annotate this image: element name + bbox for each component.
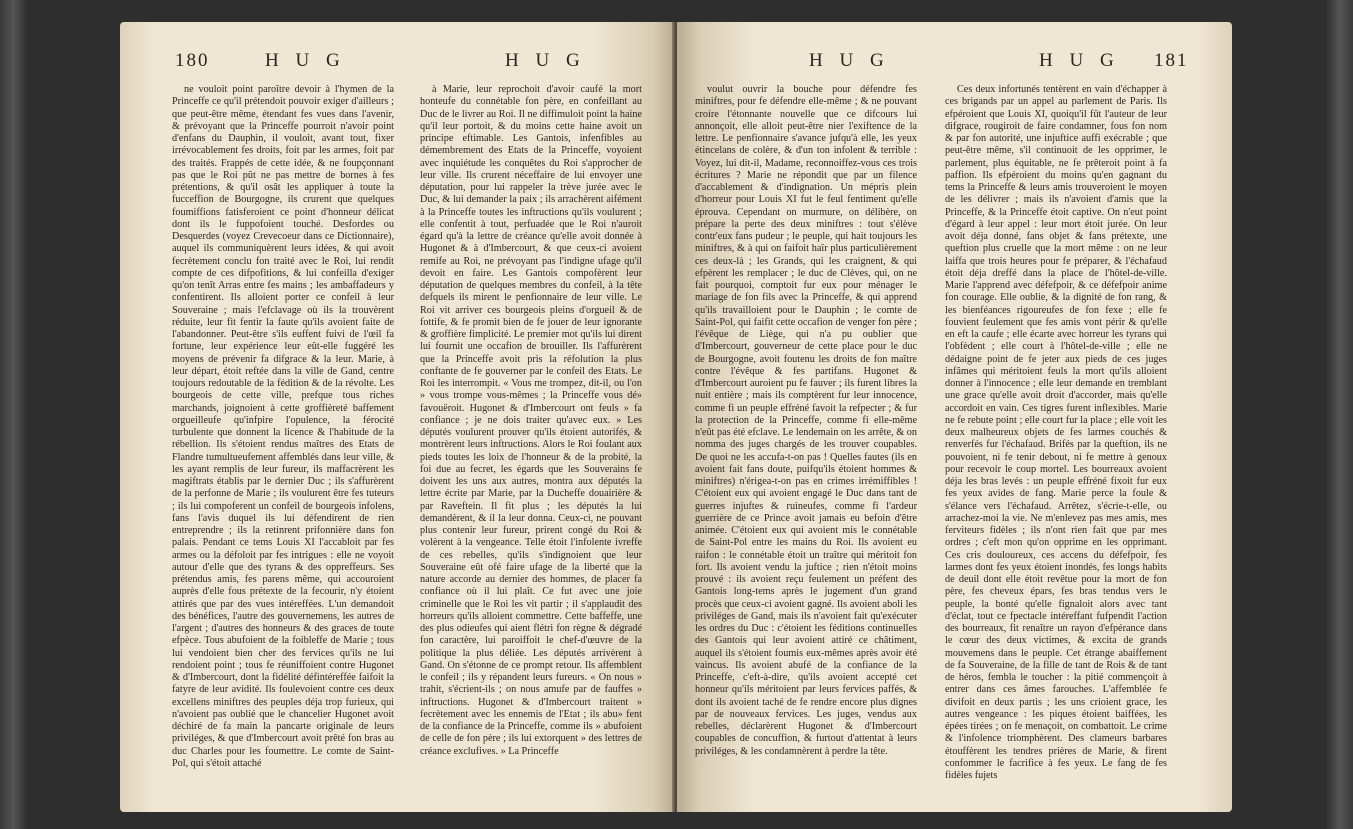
left-head-title-1: H U G xyxy=(265,50,346,71)
right-column-2-text: Ces deux infortunés tentèrent en vain d'échapper à ces brigands par un appel au parlement de Paris. Ils efpéroient que Louis XI, quoiqu'il fût l'auteur de leur difgrace, rougiroit de faire condamner, fous fon nom & par fon autorité, une injuftice auffi exécrable ; que peut-être même, s'il continuoit de les opprimer, le parlement, plus équitable, ne fe prêteroit point à fa paffion. Ils efpéroient du moins qu'en gagnant du tems la Princeffe & leurs amis trouveroient le moyen de les délivrer ; mais ils n'avoient d'amis que la Princeffe, & la Princeffe étoit captive. On n'eut point d'égard à leur appel : leur mort étoit jurée. On leur avoit déja donné, fans objet & fans prétexte, une queftion plus cruelle que la mort même : on ne leur laiffa que trois heures pour fe préparer, & l'échafaud étoit déja dreffé dans la place de l'hôtel-de-ville. Marie l'apprend avec défefpoir, & ce défefpoir anime fon courage. Elle oublie, & la dignité de fon rang, & les bienféances rigoureufes de fon fexe ; elle fe fouvient feulement que fes amis vont périr & qu'elle en eft la caufe ; elle écarte avec horreur les tyrans qui l'obfèdent ; elle court à l'hôtel-de-ville ; elle ne dédaigne point de fe jeter aux pieds de ces juges infâmes qui méritoient feuls la mort qu'ils alloient donner à l'innocence ; elle leur demande en tremblant une grace qu'elle avoit droit d'accorder, mais qu'elle accordoit en vain. Ces tigres furent inflexibles. Marie ne fe rebute point ; elle court fur la place ; elle voit les deux malheureux objets de fes larmes couchés & renverfés fur l'échafaud. Brifés par la queftion, ils ne pouvoient, ni fe tenir debout, ni fe mettre à genoux pour recevoir le coup mortel. Les bourreaux avoient déja les bras levés : un peuple effréné fixoit fur eux fes yeux avides de fang. Marie perce la foule & s'élance vers l'échafaud. Arrêtez, s'écrie-t-elle, ou arrachez-moi la vie. Ne m'enlevez pas mes amis, mes ferviteurs fidèles ; ils n'ont rien fait que par mes ordres ; c'eft mon qu'on opprime en les opprimant. Ces cris douloureux, ces accens du défefpoir, fes larmes dont fes yeux étoient inondés, fes longs habits de deuil dont elle étoit revêtue pour la mort de fon père, fes cheveux épars, fes bras tendus vers le peuple, la bonté qu'elle fignaloit alors avec tant d'éclat, tout ce fpectacle intéreffant fufpendit l'action des bourreaux, fit renaître un rayon d'efpérance dans le cœur des deux victimes, & excita de grands mouvemens dans le peuple. Cet étrange abaiffement de fa Souveraine, de la fille de tant de Rois & de tant de héros, fembla le toucher : la pitié commençoit à entrer dans ces âmes farouches. L'affemblée fe divifoit en deux partis ; les uns crioient grace, les autres vengeance : les piques étoient baiffées, les épées tirées ; on fe menaçoit, on combattoit. Le crime & l'infolence triomphèrent. Des clameurs barbares étouffèrent les tendres prières de Marie, & firent confommer le facrifice à fes yeux. Le fang de fes fidèles fujets xyxy=(945,84,1167,781)
left-page-column-2 xyxy=(420,84,642,774)
right-head-title-1: H U G xyxy=(809,50,890,71)
right-page-column-2 xyxy=(945,84,1167,781)
right-head-title-2: H U G xyxy=(1039,50,1120,71)
left-column-2-text: à Marie, leur reprochoit d'avoir caufé la mort honteufe du connétable fon père, en confeillant au Duc de le livrer au Roi. Il ne diffimuloit point la haine qu'il leur portoit, & du moins cette haine avoit un principe eftimable. Les Gantois, infenfibles au démembrement des Etats de la Princeffe, voyoient avec inquiétude les conquêtes du Roi s'approcher de leur ville. Ils crurent néceffaire de lui envoyer une députation, pour lui rappeler la trève jurée avec le Duc, & lui demander la paix ; ils arrachèrent aifément à la Princeffe toutes les inftructions qu'ils voulurent ; elle confentit à tout, perfuadée que le Roi n'auroit égard qu'à la lettre de créance qu'elle avoit donnée à Hugonet & à d'Imbercourt, & que ceux-ci avoient remife au Roi, ne prévoyant pas l'indigne ufage qu'il devoit en faire. Les Gantois compofèrent leur députation de quelques membres du confeil, à la tête defquels ils mirent le penfionnaire de leur ville. Le Roi vit arriver ces bourgeois pleins d'orgueil & de fottife, & fe promit bien de fe jouer de leur ignorante & groffière fimplicité. Le premier mot qu'ils lui dirent lui fournit une occafion de brouiller. Ils l'affurèrent que la Princeffe avoit pris la réfolution la plus conftante de fe gouverner par le confeil des Etats. Le Roi les interrompit. « Vous me trompez, dit-il, ou l'on » vous trompe vous-mêmes ; la Princeffe vous dé» favouëroit. Hugonet & d'Imbercourt ont feuls » fa confiance ; je ne dois traiter qu'avec eux. » Les députés voulurent prouver qu'ils étoient autorifés, & montrèrent leurs inftructions. Alors le Roi foulant aux pieds toutes les loix de l'honneur & de la probité, la foi due au fecret, les égards que les Souverains fe doivent les uns aux autres, montra aux députés la lettre écrite par Marie, par la Ducheffe douairière & par Raveftein. Il fit plus ; les députés la lui demandèrent, & il la leur donna. Ceux-ci, ne pouvant plus contenir leur fureur, prirent congé du Roi & volèrent à la vengeance. Telle étoit l'infolente ivreffe de ces rebelles, qu'ils s'indignoient que leur Souveraine eût ofé faire ufage de la liberté que la nature accorde au dernier des hommes, de placer fa confiance où il lui plaît. Ce fut avec une joie criminelle que le Roi les vit partir ; il s'applaudit des horreurs qu'ils alloient commettre. Cette baffeffe, une des plus odieufes qui aient flétri fon règne & dégradé fon caractère, lui paroiffoit le chef-d'œuvre de la politique la plus déliée. Les députés arrivèrent à Gand. On s'étonne de ce prompt retour. Ils affemblent le confeil ; ils y répandent leurs fureurs. « On nous » trahit, s'écrient-ils ; on nous amufe par de fauffes » inftructions. Hugonet & d'Imbercourt traitent » fecrètement avec les ennemis de l'Etat ; ils abu» fent de la confiance de la Princeffe, comme ils » abufoient de celle de fon père ; ils lui extorquent » des lettres de créance exclufives. » La Princeffe xyxy=(420,84,642,757)
right-page-column-1 xyxy=(695,84,917,774)
left-column-1-text: ne vouloit point paroître devoir à l'hymen de la Princeffe ce qu'il prétendoit pouvoir exiger d'ailleurs ; que peut-être même, étendant fes vues dans l'avenir, & prévoyant que la Princeffe pourroit n'avoir point d'enfans du Dauphin, il vouloit, avant tout, fixer irrévocablement fes droits, foit par les armes, foit par des traités. Frappés de cette idée, & ne foupçonnant pas que le Roi pût ne pas mettre de bornes à fes prétentions, & qu'il osât les appliquer à toute la fucceffion de Bourgogne, ils crurent que quelques foumiffions fatisferoient ce point d'honneur délicat dont ils le fuppofoient touché. Desfordes ou Desquerdes (voyez Crevecoeur dans ce Dictionnaire), auquel ils communiquèrent leurs idées, & qui avoit fecrètement conclu fon traité avec le Roi, lui rendit compte de ces difpofitions, & lui confeilla d'exiger qu'on tenît Arras entre fes mains ; les ambaffadeurs y confentirent. Ils alloient porter ce confeil à leur Souveraine ; mais l'efclavage où ils la trouvèrent réduite, leur fit fentir la faute qu'ils avoient faite de l'abandonner. Peut-être s'ils euffent fuivi de l'œil fa fortune, leur expérience leur eût-elle fuggéré les moyens de prévenir fa difgrace & la leur. Marie, à leur départ, étoit reftée dans la ville de Gand, centre toujours redoutable de la fédition & de la révolte. Les bourgeois de cette ville, prefque tous riches marchands, joignoient à cette groffièreté baffement orgueilleufe qu'infpire l'opulence, la férocité turbulente que donnent la licence & l'habitude de la rébellion. Ils s'étoient rendus maîtres des Etats de Flandre tumultueufement affemblés dans leur ville, & les ayant remplis de leur fureur, ils maffacrèrent les magiftrats établis par le dernier Duc ; ils s'affurèrent de la perfonne de Marie ; ils voulurent être fes tuteurs ; ils lui compoferent un confeil de bourgeois infolens, fans l'avis duquel ils lui défendirent de rien entreprendre ; ils la retinrent prifonnière dans fon palais. Pendant ce tems Louis XI l'accabloit par fes armes ou la défoloit par fes intrigues : elle ne voyoit autour d'elle que des tyrans & des oppreffeurs. Ses prétendus amis, fes parens même, qui accouroient auprès d'elle fous prétexte de la fecourir, n'y étoient attirés que par des vues intéreffées. L'un demandoit des bénéfices, l'autre des gouvernemens, les autres de l'argent ; d'autres des honneurs & des graces de toute efpèce. Tous abufoient de la foibleffe de Marie ; tous lui vendoient bien cher des fervices qu'ils ne lui rendoient point ; tous fe réuniffoient contre Hugonet & d'Imbercourt, dont la fidélité défintéreffée faifoit la fatyre de leur avidité. Ils foulevoient contre ces deux excellens miniftres des peuples déja trop furieux, qui n'avoient pas oublié que le chancelier Hugonet avoit déchiré de fa main la pancarte originale de leurs priviléges, & que d'Imbercourt avoit prêté fon bras au duc Charles pour les foumettre. Le comte de Saint-Pol, qui s'étoit attaché xyxy=(172,84,394,769)
right-running-head xyxy=(699,50,1189,80)
left-page xyxy=(120,22,675,812)
left-page-number: 180 xyxy=(175,50,210,71)
left-head-title-2: H U G xyxy=(505,50,586,71)
left-page-column-1 xyxy=(172,84,394,774)
right-page-number: 181 xyxy=(1154,50,1189,71)
left-running-head xyxy=(175,50,645,80)
right-column-1-text: voulut ouvrir la bouche pour défendre fes miniftres, pour fe défendre elle-même ; & ne pouvant croire l'étonnante nouvelle que ce difcours lui annonçoit, elle alloit peut-être nier l'exiftence de la lettre. Le penfionnaire s'avance jufqu'à elle, les yeux étincelans de colère, & d'un ton infolent & terrible : Voyez, lui dit-il, Madame, reconnoiffez-vous ces trois écritures ? Marie ne répondit que par un filence d'accablement & d'indignation. Un mépris plein d'horreur pour Louis XI fut le feul fentiment qu'elle éprouva. Cependant on murmure, on délibère, on prépare la perte des deux miniftres : tout s'élève contr'eux fans pudeur ; le peuple, qui hait toujours les miniftres, & à qui on faifoit haïr plus particulièrement ces deux-là ; les Grands, qui les craignent, & qui efpèrent les remplacer ; le duc de Clèves, qui, on ne fait pourquoi, comptoit fur eux pour ménager le mariage de fon fils avec la Princeffe, & qui apprend qu'ils travailloient pour le Dauphin ; le comte de Saint-Pol, qui faifit cette occafion de venger fon père ; l'évêque de Liège, qui n'a pu oublier que d'Imbercourt, gouverneur de cette place pour le duc de Bourgogne, avoit foutenu les droits de fon maître contre l'évêque & fes partifans. Hugonet & d'Imbercourt auroient pu fe fauver ; ils furent libres la nuit entière ; mais ils comptèrent fur leur innocence, comme fi un peuple effréné favoit la refpecter ; & fur la protection de la Princeffe, comme fi elle-même n'eût pas été efclave. Le lendemain on les arrête, & on nomma des juges chargés de les trouver coupables. De quoi ne les accufa-t-on pas ! Quelles fautes (ils en avoient fait fans doute, puifqu'ils étoient hommes & miniftres) n'érigea-t-on pas en crimes irrémiffibles ! C'étoient eux qui avoient engagé le Duc dans tant de guerres injuftes & ruineufes, comme fi l'ardeur guerrière de ce Prince avoit jamais eu befoin d'être animée. C'étoient eux qui avoient mis le connétable de Saint-Pol entre les mains du Roi. Ils avoient eu raifon : le connétable étoit un traître qui méritoit fon fort. Ils avoient vendu la juftice ; rien n'étoit moins prouvé : ils avoient reçu feulement un préfent des Gantois long-tems après le jugement d'un grand procès que ceux-ci avoient gagné. Ils avoient aboli les priviléges de Gand, mais ils n'avoient fait qu'exécuter les ordres du Duc : c'étoient les féditions continuelles des Gantois qui leur avoient attiré ce châtiment, auquel ils s'étoient foumis eux-mêmes après avoir été vaincus. Ils avoient abufé de la confiance de la Princeffe, c'eft-à-dire, qu'ils avoient accepté cet honneur qu'ils méritoient par leurs fervices paffés, & dont ils avoient taché de fe rendre encore plus dignes par de nouveaux fervices. Les juges, vendus aux rebelles, déclarèrent Hugonet & d'Imbercourt coupables de concuffion, & furtout d'attentat à leurs priviléges, & les condamnèrent à perdre la tête. xyxy=(695,84,917,757)
right-page xyxy=(677,22,1232,812)
